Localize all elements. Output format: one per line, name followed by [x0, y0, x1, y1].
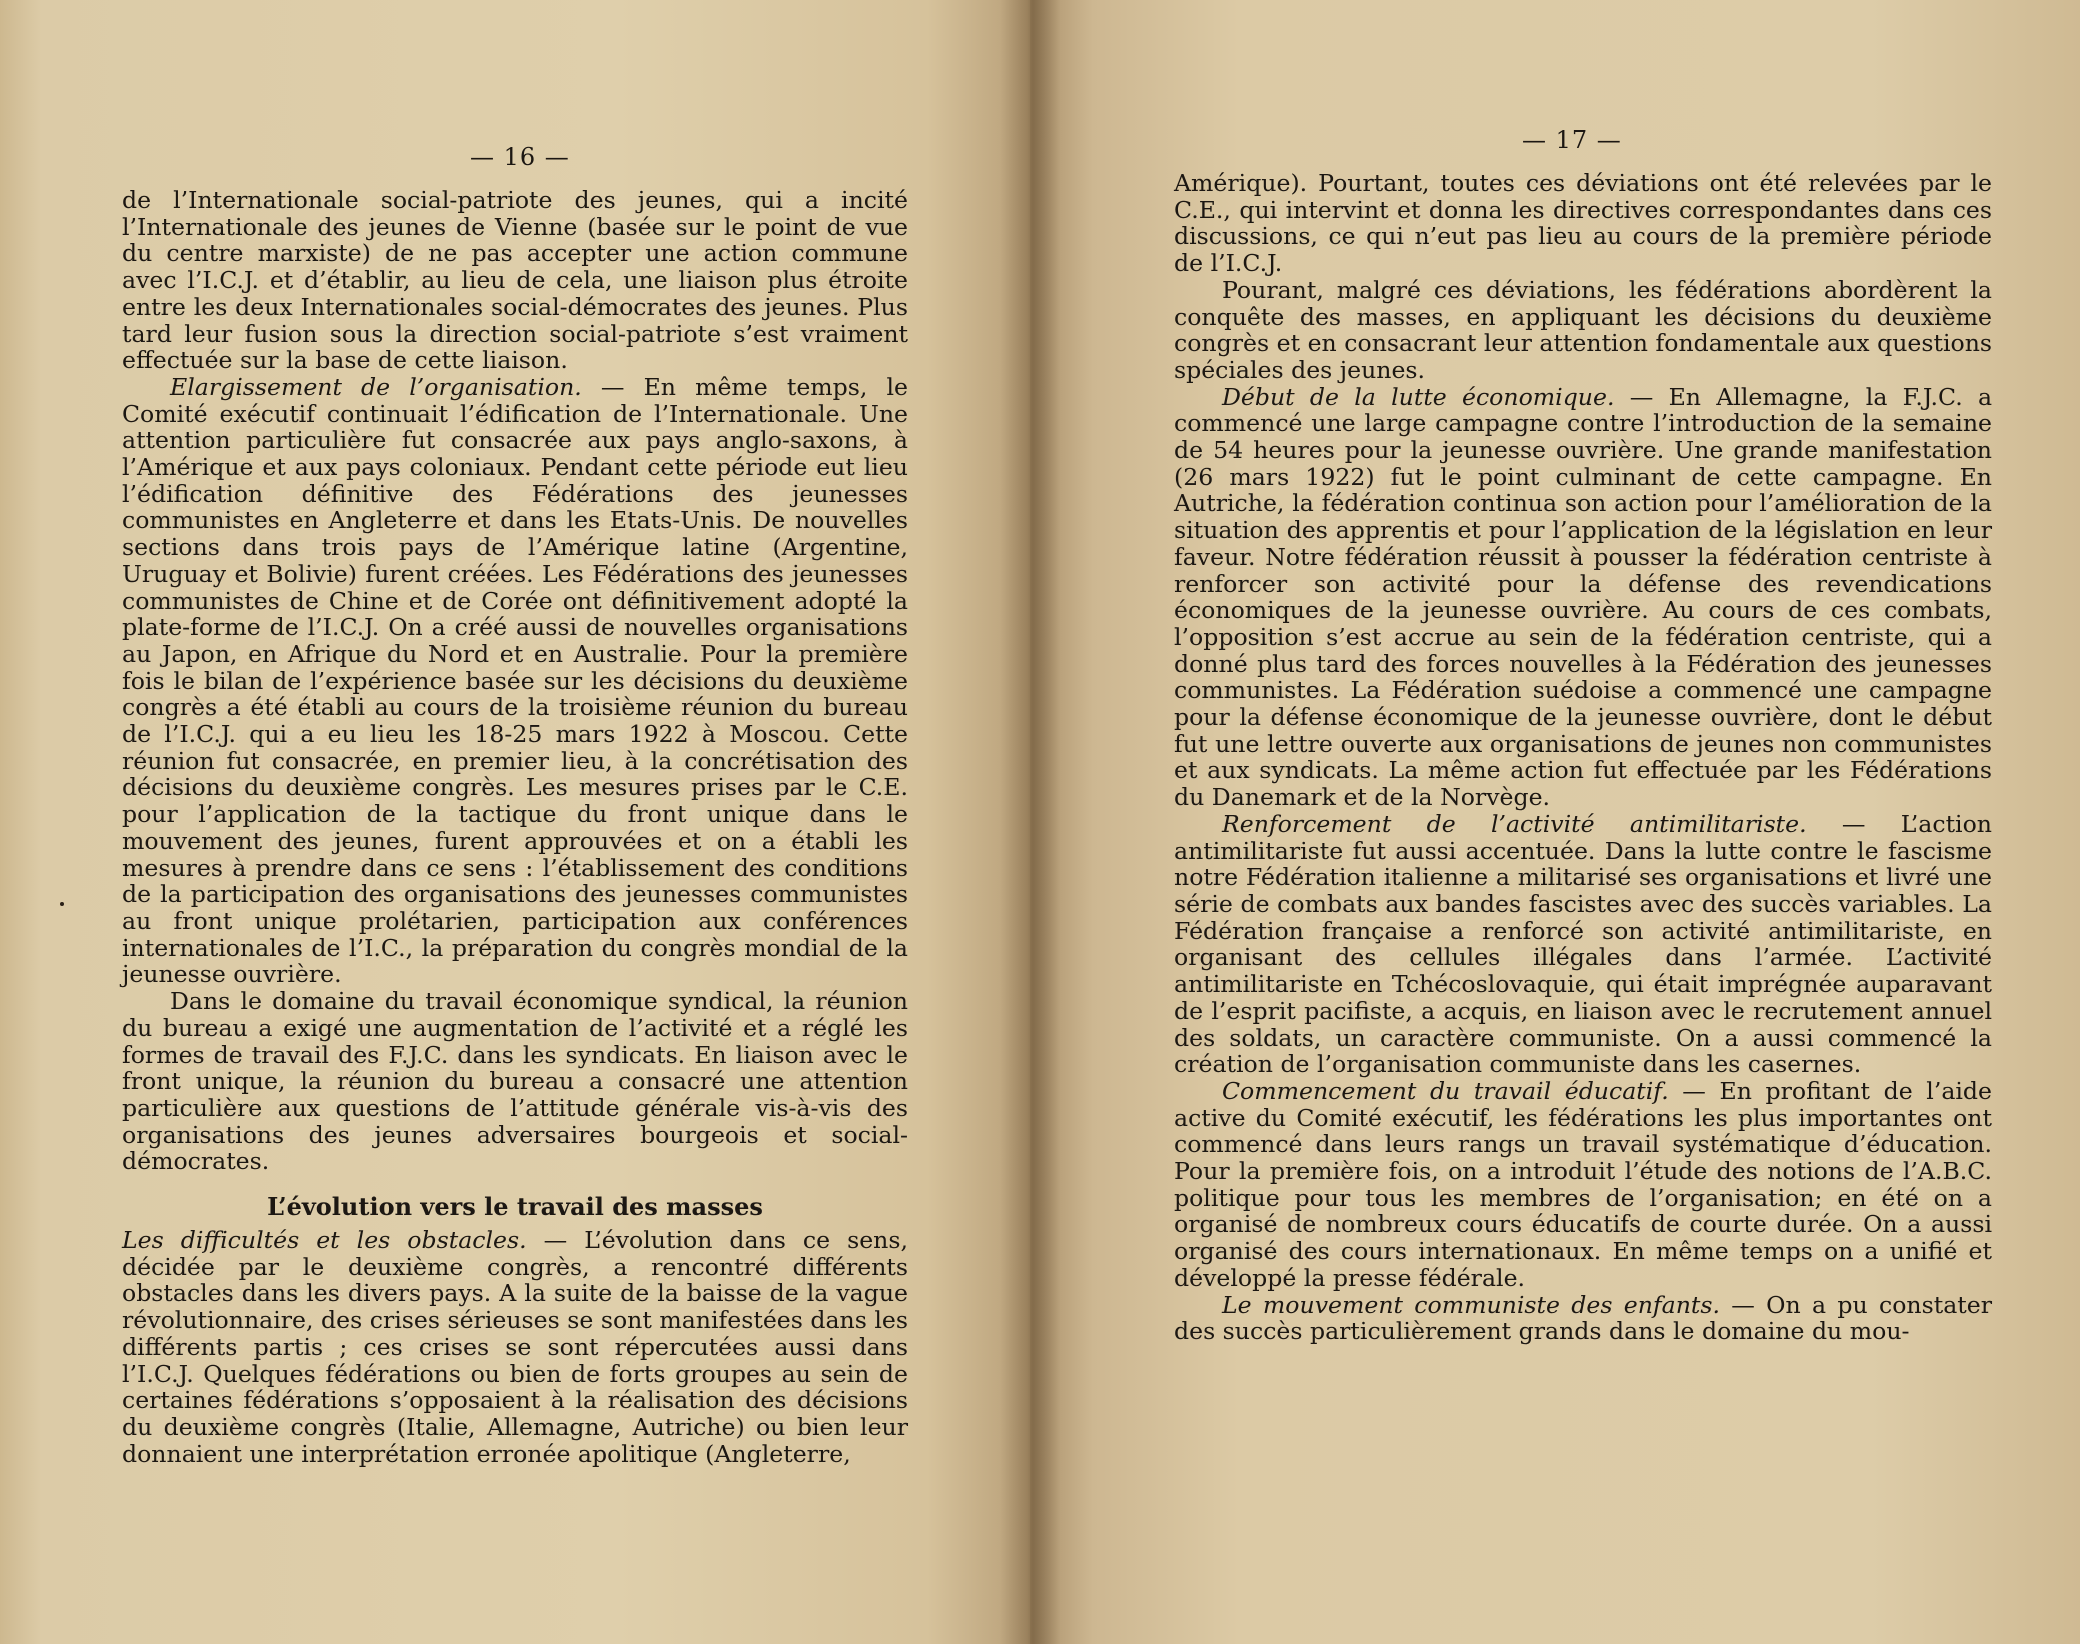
- paragraph-rubric: Commencement du travail éducatif.: [1222, 1076, 1669, 1105]
- paragraph: Amérique). Pourtant, toutes ces déviations ont été relevées par le C.E., qui intervint et donna les directives correspondantes dans ces discussions, ce qui n’eut pas lieu au cours de la première période de l’I.C.J.: [1174, 169, 1992, 278]
- paragraph: de l’Internationale social-patriote des jeunes, qui a incité l’Internationale des jeunes de Vienne (basée sur le point de vue du centre marxiste) de ne pas accepter une action commune avec l’I.C.J. et d’établir, au lieu de cela, une liaison plus étroite entre les deux Internationales social-démocrates des jeunes. Plus tard leur fusion sous la direction social-patriote s’est vraiment effectuée sur la base de cette liaison.: [122, 186, 908, 375]
- right-page: [1030, 0, 2080, 1644]
- paragraph-rubric: Les difficultés et les obstacles.: [122, 1226, 527, 1255]
- paper-speck: [60, 902, 64, 906]
- paragraph-rubric: Début de la lutte économique.: [1222, 382, 1615, 411]
- page-number: — 16 —: [470, 143, 570, 171]
- left-page: [0, 0, 1030, 1644]
- paragraph: Début de la lutte économique. — En Allemagne, la F.J.C. a commencé une large campagne contre l’introduction de la semaine de 54 heures pour la jeunesse ouvrière. Une grande manifestation (26 mars 1922) fut le point culminant de cette campagne. En Autriche, la fédération continua son action pour l’amélioration de la situation des apprentis et pour l’application de la législation en leur faveur. Notre fédération réussit à pousser la fédération centriste à renforcer son activité pour la défense des revendications économiques de la jeunesse ouvrière. Au cours de ces combats, l’opposition s’est accrue au sein de la fédération centriste, qui a donné plus tard des forces nouvelles à la Fédération des jeunesses communistes. La Fédération suédoise a commencé une campagne pour la défense économique de la jeunesse ouvrière, dont le début fut une lettre ouverte aux organisations de jeunes non communistes et aux syndicats. La même action fut effectuée par les Fédérations du Danemark et de la Norvège.: [1174, 382, 1993, 812]
- paragraph: Le mouvement communiste des enfants. — On a pu constater des succès particulièrement grands dans le domaine du mou-: [1174, 1290, 1992, 1346]
- text-column: [122, 187, 908, 1467]
- paragraph: Elargissement de l’organisation. — En même temps, le Comité exécutif continuait l’édification de l’Internationale. Une attention particulière fut consacrée aux pays anglo-saxons, à l’Amérique et aux pays coloniaux. Pendant cette période eut lieu l’édification définitive des Fédérations des jeunesses communistes en Angleterre et dans les Etats-Unis. De nouvelles sections dans trois pays de l’Amérique latine (Argentine, Uruguay et Bolivie) furent créées. Les Fédérations des jeunesses communistes de Chine et de Corée ont définitivement adopté la plate-forme de l’I.C.J. On a créé aussi de nouvelles organisations au Japon, en Afrique du Nord et en Australie. Pour la première fois le bilan de l’expérience basée sur les décisions du deuxième congrès a été établi au cours de la troisième réunion du bureau de l’I.C.J. qui a eu lieu les 18-25 mars 1922 à Moscou. Cette réunion fut consacrée, en premier lieu, à la concrétisation des décisions du deuxième congrès. Les mesures prises par le C.E. pour l’application de la tactique du front unique dans le mouvement des jeunes, furent approuvées et on a établi les mesures à prendre dans ce sens : l’établissement des conditions de la participation des organisations des jeunesses communistes au front unique prolétarien, participation aux conférences internationales de l’I.C., la préparation du congrès mondial de la jeunesse ouvrière.: [122, 372, 908, 989]
- paragraph: Pourant, malgré ces déviations, les fédérations abordèrent la conquête des masses, en appliquant les décisions du deuxième congrès et en consacrant leur attention fondamentale aux questions spéciales des jeunes.: [1174, 275, 1992, 384]
- paragraph: Renforcement de l’activité antimilitariste. — L’action antimilitariste fut aussi accentuée. Dans la lutte contre le fascisme notre Fédération italienne a militarisé ses organisations et livré une série de combats aux bandes fascistes avec des succès variables. La Fédération française a renforcé son activité antimilitariste, en organisant des cellules illégales dans l’armée. L’activité antimilitariste en Tchécoslovaquie, qui était imprégnée auparavant de l’esprit pacifiste, a acquis, en liaison avec le recrutement annuel des soldats, un caractère communiste. On a aussi commencé la création de l’organisation communiste dans les casernes.: [1174, 809, 1992, 1079]
- section-heading: L’évolution vers le travail des masses: [267, 1192, 763, 1222]
- paragraph-rubric: Le mouvement communiste des enfants.: [1222, 1290, 1720, 1319]
- page-number: — 17 —: [1522, 126, 1622, 154]
- text-column: [1174, 170, 1992, 1345]
- paragraph-rubric: Elargissement de l’organisation.: [170, 372, 582, 401]
- paragraph: Dans le domaine du travail économique syndical, la réunion du bureau a exigé une augmentation de l’activité et a réglé les formes de travail des F.J.C. dans les syndicats. En liaison avec le front unique, la réunion du bureau a consacré une attention particulière aux questions de l’attitude générale vis-à-vis des organisations des jeunes adversaires bourgeois et social-démocrates.: [122, 987, 908, 1176]
- paragraph: Les difficultés et les obstacles. — L’évolution dans ce sens, décidée par le deuxième congrès, a rencontré différents obstacles dans les divers pays. A la suite de la baisse de la vague révolutionnaire, des crises sérieuses se sont manifestées dans les différents partis ; ces crises se sont répercutées aussi dans l’I.C.J. Quelques fédérations ou bien de forts groupes au sein de certaines fédérations s’opposaient à la réalisation des décisions du deuxième congrès (Italie, Allemagne, Autriche) ou bien leur donnaient une interprétation erronée apolitique (Angleterre,: [122, 1226, 908, 1468]
- paragraph-rubric: Renforcement de l’activité antimilitariste.: [1222, 809, 1807, 838]
- paragraph: Commencement du travail éducatif. — En profitant de l’aide active du Comité exécutif, les fédérations les plus importantes ont commencé dans leurs rangs un travail systématique d’éducation. Pour la première fois, on a introduit l’étude des notions de l’A.B.C. politique pour tous les membres de l’organisation; en été on a organisé de nombreux cours éducatifs de courte durée. On a aussi organisé des cours internationaux. En même temps on a unifié et développé la presse fédérale.: [1174, 1076, 1993, 1292]
- book-gutter: [1000, 0, 1060, 1644]
